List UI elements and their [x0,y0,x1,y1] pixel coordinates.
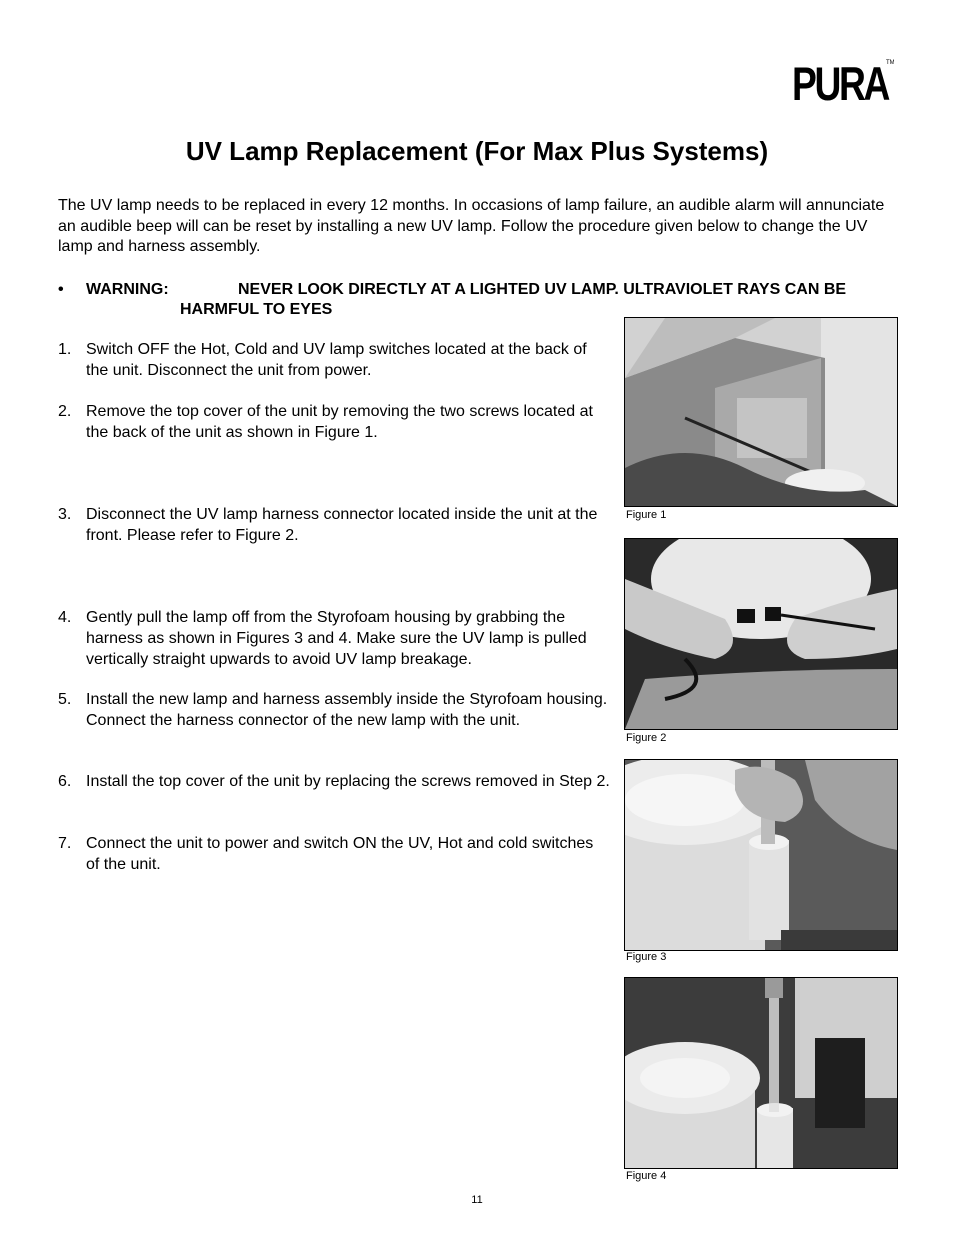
page-title: UV Lamp Replacement (For Max Plus Systems) [185,136,769,166]
step-text: Install the top cover of the unit by replacing the screws removed in Step 2. [86,773,610,790]
page-number: 11 [471,1194,483,1206]
step-text: Connect the unit to power and switch ON the UV, Hot and cold switches of the unit. [86,835,594,873]
step-text: Gently pull the lamp off from the Styrofoam housing by grabbing the harness as shown in Figures 3 and 4. Make sure the UV lamp is pulled vertically straight upwards to avoid UV lamp breakage. [86,609,587,668]
warning-label: WARNING: [86,281,169,298]
step-number: 6. [58,773,72,790]
figure-1-caption: Figure 1 [626,509,667,521]
step-number: 5. [58,691,72,708]
step-text: Disconnect the UV lamp harness connector located inside the unit at the front. Please refer to Figure 2. [86,506,598,544]
figure-2-photo [624,538,898,730]
step-number: 1. [58,341,72,358]
figure-4-photo [624,977,898,1169]
step-number: 7. [58,835,72,852]
step-text: Remove the top cover of the unit by removing the two screws located at the back of the unit as shown in Figure 1. [86,403,593,441]
figure-4-caption: Figure 4 [626,1170,667,1182]
svg-text:TM: TM [886,60,894,66]
warning-text-line-2: HARMFUL TO EYES [180,301,333,318]
warning-bullet: • [58,281,64,298]
warning-text-line-1: NEVER LOOK DIRECTLY AT A LIGHTED UV LAMP. ULTRAVIOLET RAYS CAN BE [238,281,847,298]
pura-logo [792,56,894,102]
step-text: Switch OFF the Hot, Cold and UV lamp switches located at the back of the unit. Disconnect the unit from power. [86,341,587,379]
figure-1-photo [624,317,898,507]
step-number: 4. [58,609,72,626]
step-text: Install the new lamp and harness assembly inside the Styrofoam housing. Connect the harness connector of the new lamp with the unit. [86,691,608,729]
svg-text:PURA: PURA [792,57,890,102]
figure-3-photo [624,759,898,951]
step-number: 3. [58,506,72,523]
figure-3-caption: Figure 3 [626,951,667,963]
figure-2-caption: Figure 2 [626,732,667,744]
intro-paragraph: The UV lamp needs to be replaced in every 12 months. In occasions of lamp failure, an audible alarm will annunciate an audible beep will can be reset by installing a new UV lamp. Follow the procedure given below to change the UV lamp and harness assembly. [58,197,885,256]
step-number: 2. [58,403,72,420]
